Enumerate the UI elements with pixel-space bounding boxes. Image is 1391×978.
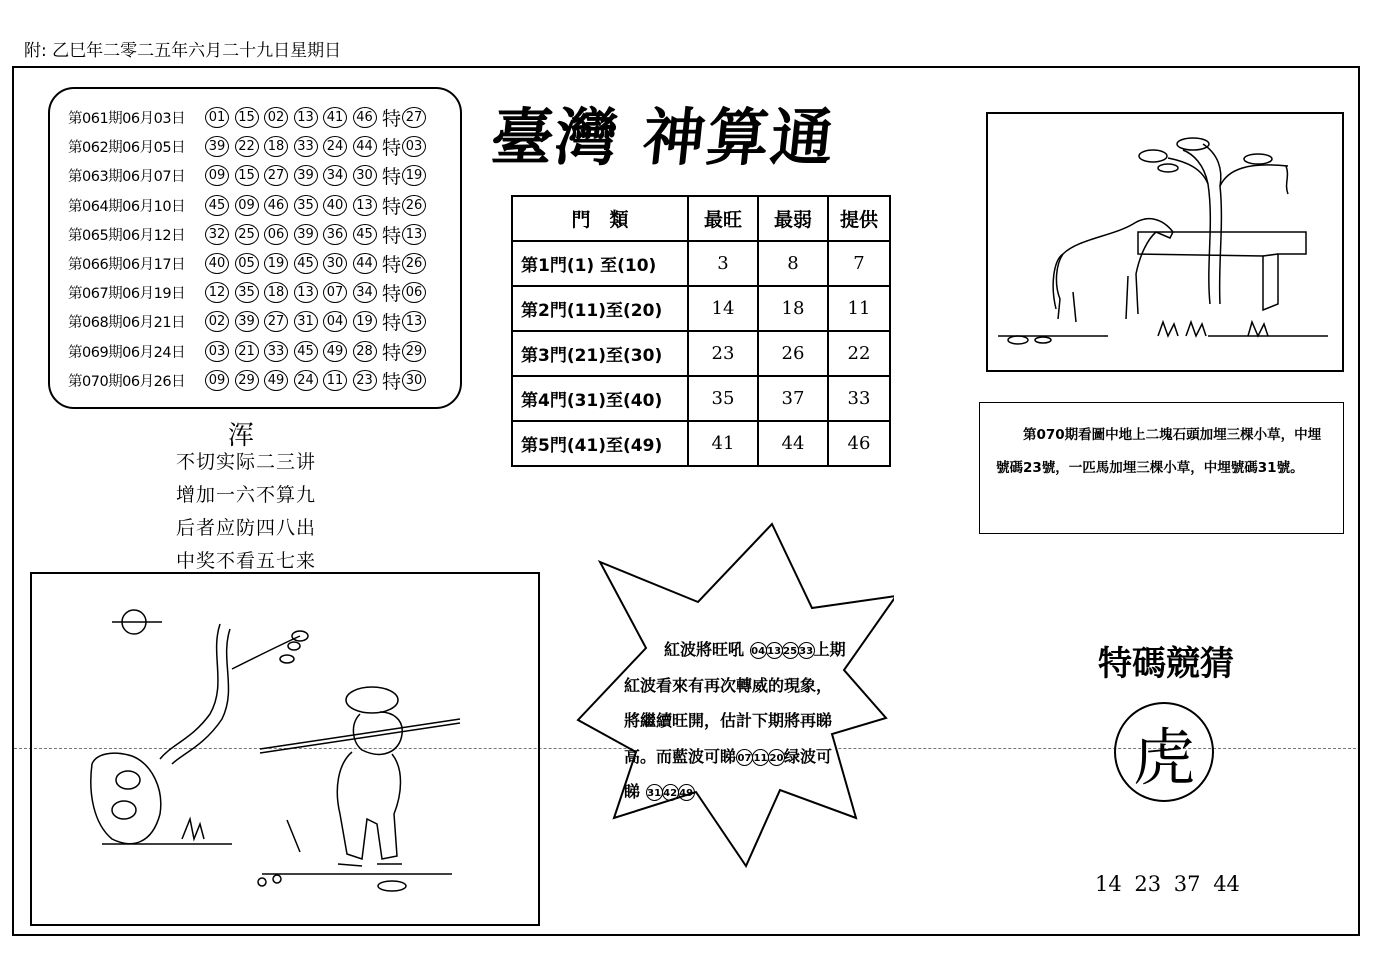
number-ball: 40: [323, 195, 347, 216]
number-ball: 04: [323, 311, 347, 332]
star-line-5: [624, 774, 886, 810]
number-ball: 35: [235, 282, 259, 303]
number-ball: 24: [294, 370, 318, 391]
horse-drawing: [988, 114, 1342, 370]
star-text-segment: 紅波將旺吼: [664, 640, 745, 659]
special-label: 特: [382, 312, 402, 335]
number-ball: 02: [264, 107, 288, 128]
number-ball: 33: [798, 642, 815, 659]
result-row: [68, 278, 460, 307]
special-label: 特: [382, 283, 402, 306]
header-door: 門 類: [512, 196, 688, 241]
number-ball: 49: [678, 784, 695, 801]
header-min: 最弱: [758, 196, 828, 241]
number-ball: 36: [323, 224, 347, 245]
number-ball: 22: [235, 136, 259, 157]
door-min: 18: [758, 286, 828, 331]
number-ball: 12: [205, 282, 229, 303]
number-ball: 49: [323, 341, 347, 362]
number-ball: 44: [353, 136, 377, 157]
number-ball: 32: [205, 224, 229, 245]
number-ball: 19: [264, 253, 288, 274]
special-ball: 03: [402, 136, 426, 157]
draw-label: 第069期06月24日: [68, 344, 186, 361]
special-label: 特: [382, 195, 402, 218]
star-line-1: [624, 632, 886, 668]
number-ball: 39: [294, 165, 318, 186]
number-ball: 25: [782, 642, 799, 659]
draw-label: 第062期06月05日: [68, 140, 186, 157]
number-ball: 40: [205, 253, 229, 274]
draw-label: 第070期06月26日: [68, 373, 186, 390]
special-label: 特: [382, 341, 402, 364]
special-label: 特: [382, 137, 402, 160]
door-min: 37: [758, 376, 828, 421]
number-ball: 27: [264, 165, 288, 186]
results-panel: [48, 87, 462, 409]
number-ball: 33: [264, 341, 288, 362]
star-line-3: 將繼續旺開，估計下期將再睇: [624, 711, 833, 730]
door-range: 第1門(1) 至(10): [512, 241, 688, 286]
number-ball: 09: [205, 370, 229, 391]
number-ball: 45: [294, 341, 318, 362]
number-ball: 09: [205, 165, 229, 186]
special-ball: 29: [402, 341, 426, 362]
date-line: 附: 乙巳年二零二五年六月二十九日星期日: [24, 41, 342, 61]
number-ball: 39: [294, 224, 318, 245]
number-ball: 45: [294, 253, 318, 274]
number-ball: 31: [294, 311, 318, 332]
door-min: 44: [758, 421, 828, 466]
number-ball: 03: [205, 341, 229, 362]
result-row: [68, 191, 460, 220]
number-ball: 13: [353, 195, 377, 216]
draw-label: 第064期06月10日: [68, 198, 186, 215]
number-ball: 29: [235, 370, 259, 391]
poem-title: 浑: [228, 421, 255, 451]
door-offer: 11: [828, 286, 890, 331]
number-ball: 23: [353, 370, 377, 391]
number-ball: 13: [294, 107, 318, 128]
number-ball: 11: [323, 370, 347, 391]
draw-label: 第068期06月21日: [68, 315, 186, 332]
number-ball: 28: [353, 341, 377, 362]
zodiac-circle: [1114, 702, 1214, 802]
special-ball: 13: [402, 311, 426, 332]
number-ball: 45: [205, 195, 229, 216]
star-text: [624, 632, 886, 810]
number-ball: 15: [235, 107, 259, 128]
door-offer: 33: [828, 376, 890, 421]
draw-label: 第065期06月12日: [68, 227, 186, 244]
star-text-segment: 睇: [624, 782, 641, 801]
number-ball: 49: [264, 370, 288, 391]
special-ball: 19: [402, 165, 426, 186]
number-ball: 02: [205, 311, 229, 332]
number-ball: 31: [646, 784, 663, 801]
result-row: [68, 337, 460, 366]
guess-numbers: 14 23 37 44: [1095, 872, 1240, 896]
number-ball: 34: [353, 282, 377, 303]
special-ball: 26: [402, 253, 426, 274]
special-ball: 27: [402, 107, 426, 128]
number-ball: 13: [294, 282, 318, 303]
draw-label: 第063期06月07日: [68, 169, 186, 186]
draw-label: 第061期06月03日: [68, 111, 186, 128]
star-text-segment: 高。而藍波可睇: [624, 746, 737, 766]
number-ball: 09: [235, 195, 259, 216]
flute-drawing: [32, 574, 538, 924]
result-row: [68, 220, 460, 249]
number-ball: 05: [235, 253, 259, 274]
number-ball: 20: [768, 749, 785, 766]
number-ball: 34: [323, 165, 347, 186]
number-ball: 04: [750, 642, 767, 659]
special-label: 特: [382, 254, 402, 277]
number-ball: 18: [264, 282, 288, 303]
special-ball: 26: [402, 195, 426, 216]
star-text-segment: 绿波可: [784, 746, 833, 766]
number-ball: 42: [662, 784, 679, 801]
flute-player-illustration: [30, 572, 540, 926]
number-ball: 44: [353, 253, 377, 274]
number-ball: 46: [264, 195, 288, 216]
door-max: 3: [688, 241, 758, 286]
page-title: 臺灣 神算通: [487, 101, 839, 174]
door-table: [511, 195, 891, 467]
number-ball: 39: [205, 136, 229, 157]
door-offer: 22: [828, 331, 890, 376]
number-ball: 30: [323, 253, 347, 274]
table-row: [512, 241, 890, 286]
result-row: [68, 307, 460, 336]
special-label: 特: [382, 108, 402, 131]
table-row: [512, 286, 890, 331]
number-ball: 07: [736, 749, 753, 766]
number-ball: 18: [264, 136, 288, 157]
special-label: 特: [382, 166, 402, 189]
result-row: [68, 249, 460, 278]
number-ball: 01: [205, 107, 229, 128]
special-label: 特: [382, 370, 402, 393]
guess-title: 特碼競猜: [1098, 644, 1234, 684]
door-range: 第5門(41)至(49): [512, 421, 688, 466]
number-ball: 41: [323, 107, 347, 128]
number-ball: 19: [353, 311, 377, 332]
number-ball: 07: [323, 282, 347, 303]
number-ball: 13: [766, 642, 783, 659]
door-max: 41: [688, 421, 758, 466]
special-ball: 30: [402, 370, 426, 391]
result-row: [68, 103, 460, 132]
number-ball: 46: [353, 107, 377, 128]
number-ball: 15: [235, 165, 259, 186]
number-ball: 27: [264, 311, 288, 332]
special-ball: 13: [402, 224, 426, 245]
horse-illustration: [986, 112, 1344, 372]
poem-line: 中奖不看五七来: [176, 550, 317, 572]
star-line-2: 紅波看來有再次轉威的現象，: [624, 675, 833, 695]
zodiac-guess: 虎: [1132, 720, 1195, 794]
door-min: 8: [758, 241, 828, 286]
number-ball: 06: [264, 224, 288, 245]
draw-label: 第066期06月17日: [68, 257, 186, 274]
poem-line: 不切实际二三讲: [176, 451, 317, 473]
header-max: 最旺: [688, 196, 758, 241]
poem-line: 后者应防四八出: [176, 517, 317, 539]
door-max: 23: [688, 331, 758, 376]
number-ball: 21: [235, 341, 259, 362]
door-min: 26: [758, 331, 828, 376]
number-ball: 24: [323, 136, 347, 157]
hint-note: 第070期看圖中地上二塊石頭加埋三棵小草，中埋號碼23號，一匹馬加埋三棵小草，中埋號碼31號。: [979, 402, 1344, 534]
number-ball: 45: [353, 224, 377, 245]
door-offer: 7: [828, 241, 890, 286]
draw-label: 第067期06月19日: [68, 286, 186, 303]
number-ball: 11: [752, 749, 769, 766]
poem-line: 增加一六不算九: [176, 484, 317, 506]
number-ball: 35: [294, 195, 318, 216]
result-row: [68, 161, 460, 190]
special-label: 特: [382, 224, 402, 247]
door-max: 14: [688, 286, 758, 331]
number-ball: 25: [235, 224, 259, 245]
result-row: [68, 366, 460, 395]
special-ball: 06: [402, 282, 426, 303]
number-ball: 33: [294, 136, 318, 157]
header-offer: 提供: [828, 196, 890, 241]
table-row: [512, 421, 890, 466]
star-text-segment: 上期: [813, 640, 846, 659]
table-header-row: [512, 196, 890, 241]
number-ball: 30: [353, 165, 377, 186]
door-range: 第3門(21)至(30): [512, 331, 688, 376]
result-row: [68, 132, 460, 161]
star-line-4: [624, 739, 886, 775]
door-range: 第2門(11)至(20): [512, 286, 688, 331]
table-row: [512, 331, 890, 376]
number-ball: 39: [235, 311, 259, 332]
door-max: 35: [688, 376, 758, 421]
door-range: 第4門(31)至(40): [512, 376, 688, 421]
door-offer: 46: [828, 421, 890, 466]
table-row: [512, 376, 890, 421]
